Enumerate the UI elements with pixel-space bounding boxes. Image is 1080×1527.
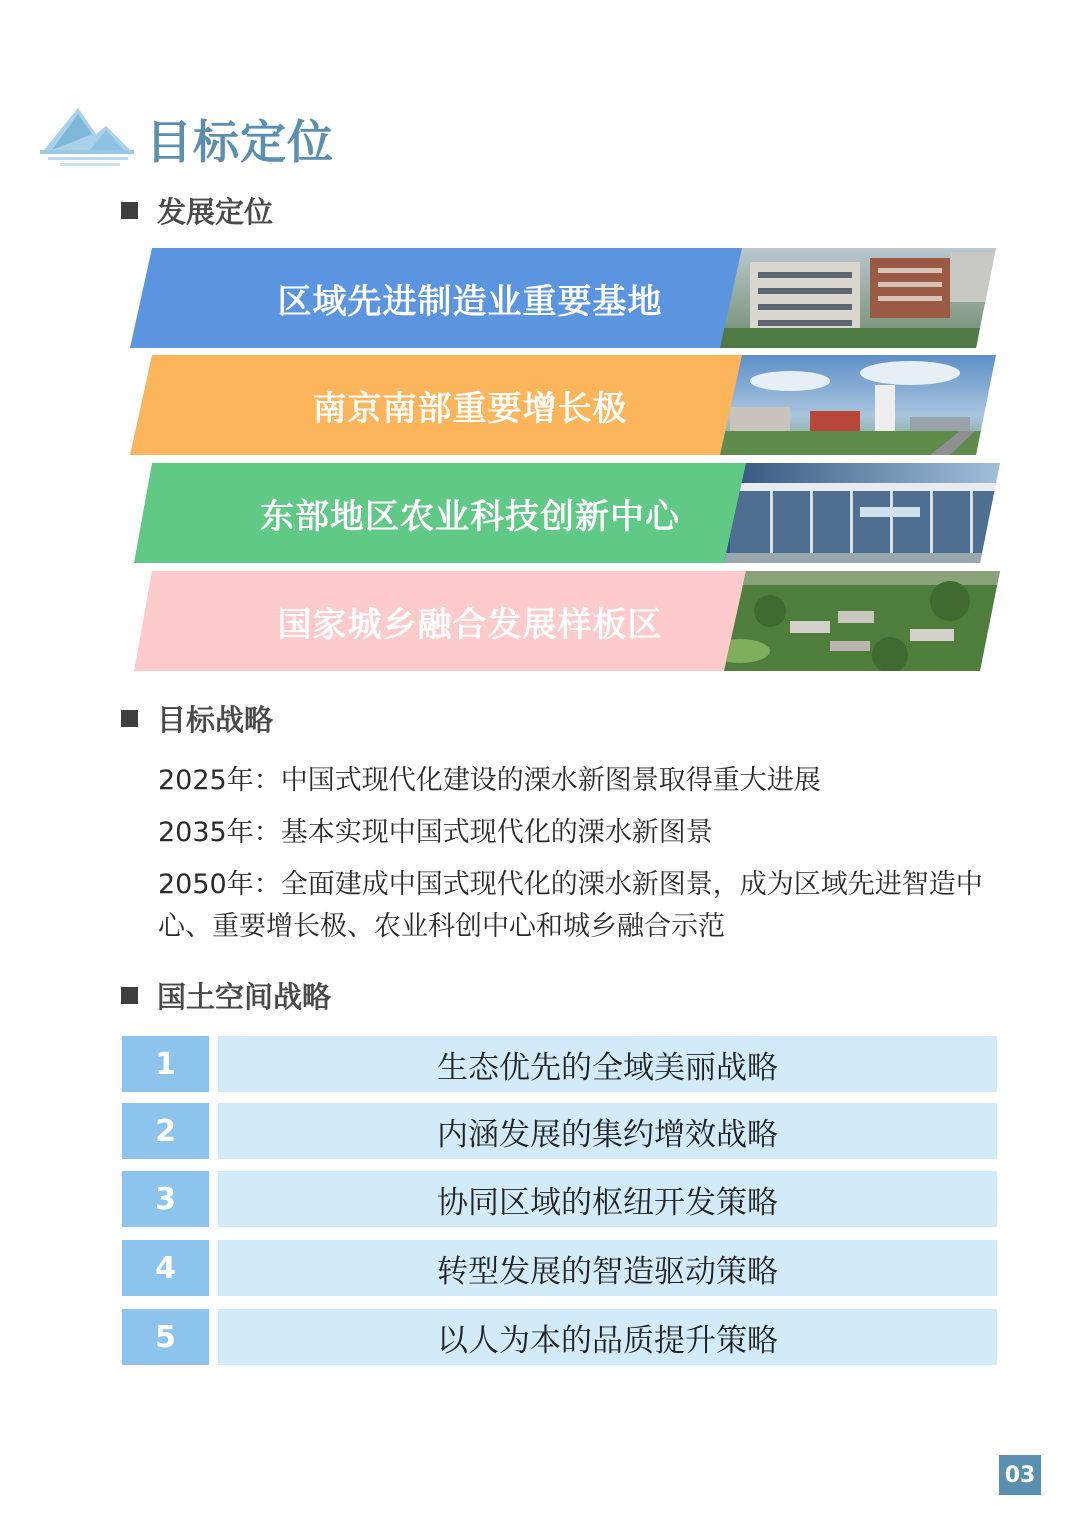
strategy-number: 1 <box>122 1036 209 1092</box>
strategy-text: 生态优先的全域美丽战略 <box>218 1036 997 1092</box>
strategy-number: 3 <box>122 1171 209 1227</box>
strategy-text: 协同区域的枢纽开发策略 <box>218 1171 997 1227</box>
positioning-band-4 <box>130 571 1000 671</box>
section-title: 目标战略 <box>157 702 274 737</box>
strategy-number: 4 <box>122 1240 209 1296</box>
strategy-row-1 <box>122 1036 997 1092</box>
strategy-row-3 <box>122 1171 997 1227</box>
page-number: 03 <box>999 1455 1041 1495</box>
section-goals <box>121 698 273 738</box>
section-title: 国土空间战略 <box>157 979 332 1014</box>
band-label: 区域先进制造业重要基地 <box>277 281 663 322</box>
strategy-number: 5 <box>122 1309 209 1365</box>
strategy-text: 内涵发展的集约增效战略 <box>218 1103 997 1159</box>
strategy-row-4 <box>122 1240 997 1296</box>
section-spatial <box>121 975 331 1015</box>
square-bullet-icon <box>121 987 138 1004</box>
strategy-text: 转型发展的智造驱动策略 <box>218 1240 997 1296</box>
strategy-row-5 <box>122 1309 997 1365</box>
band-label: 南京南部重要增长极 <box>312 388 628 429</box>
positioning-band-3 <box>130 463 1000 563</box>
band-label: 国家城乡融合发展样板区 <box>277 604 663 645</box>
strategy-text: 以人为本的品质提升策略 <box>218 1309 997 1365</box>
strategy-number: 2 <box>122 1103 209 1159</box>
square-bullet-icon <box>121 710 138 727</box>
band-label: 东部地区农业科技创新中心 <box>260 496 680 537</box>
section-title: 发展定位 <box>157 194 274 229</box>
page-title: 目标定位 <box>146 115 334 169</box>
positioning-band-2 <box>130 355 1000 455</box>
mountain-logo-icon <box>40 104 134 170</box>
square-bullet-icon <box>121 202 138 219</box>
goal-line-2050: 2050年：全面建成中国式现代化的溧水新图景，成为区域先进智造中心、重要增长极、农业科创中心和城乡融合示范 <box>158 869 983 942</box>
section-positioning <box>121 190 273 230</box>
strategy-row-2 <box>122 1103 997 1159</box>
goal-line-2025: 2025年：中国式现代化建设的溧水新图景取得重大进展 <box>158 765 821 796</box>
goal-line-2035: 2035年：基本实现中国式现代化的溧水新图景 <box>158 817 713 848</box>
positioning-band-1 <box>130 248 1000 348</box>
